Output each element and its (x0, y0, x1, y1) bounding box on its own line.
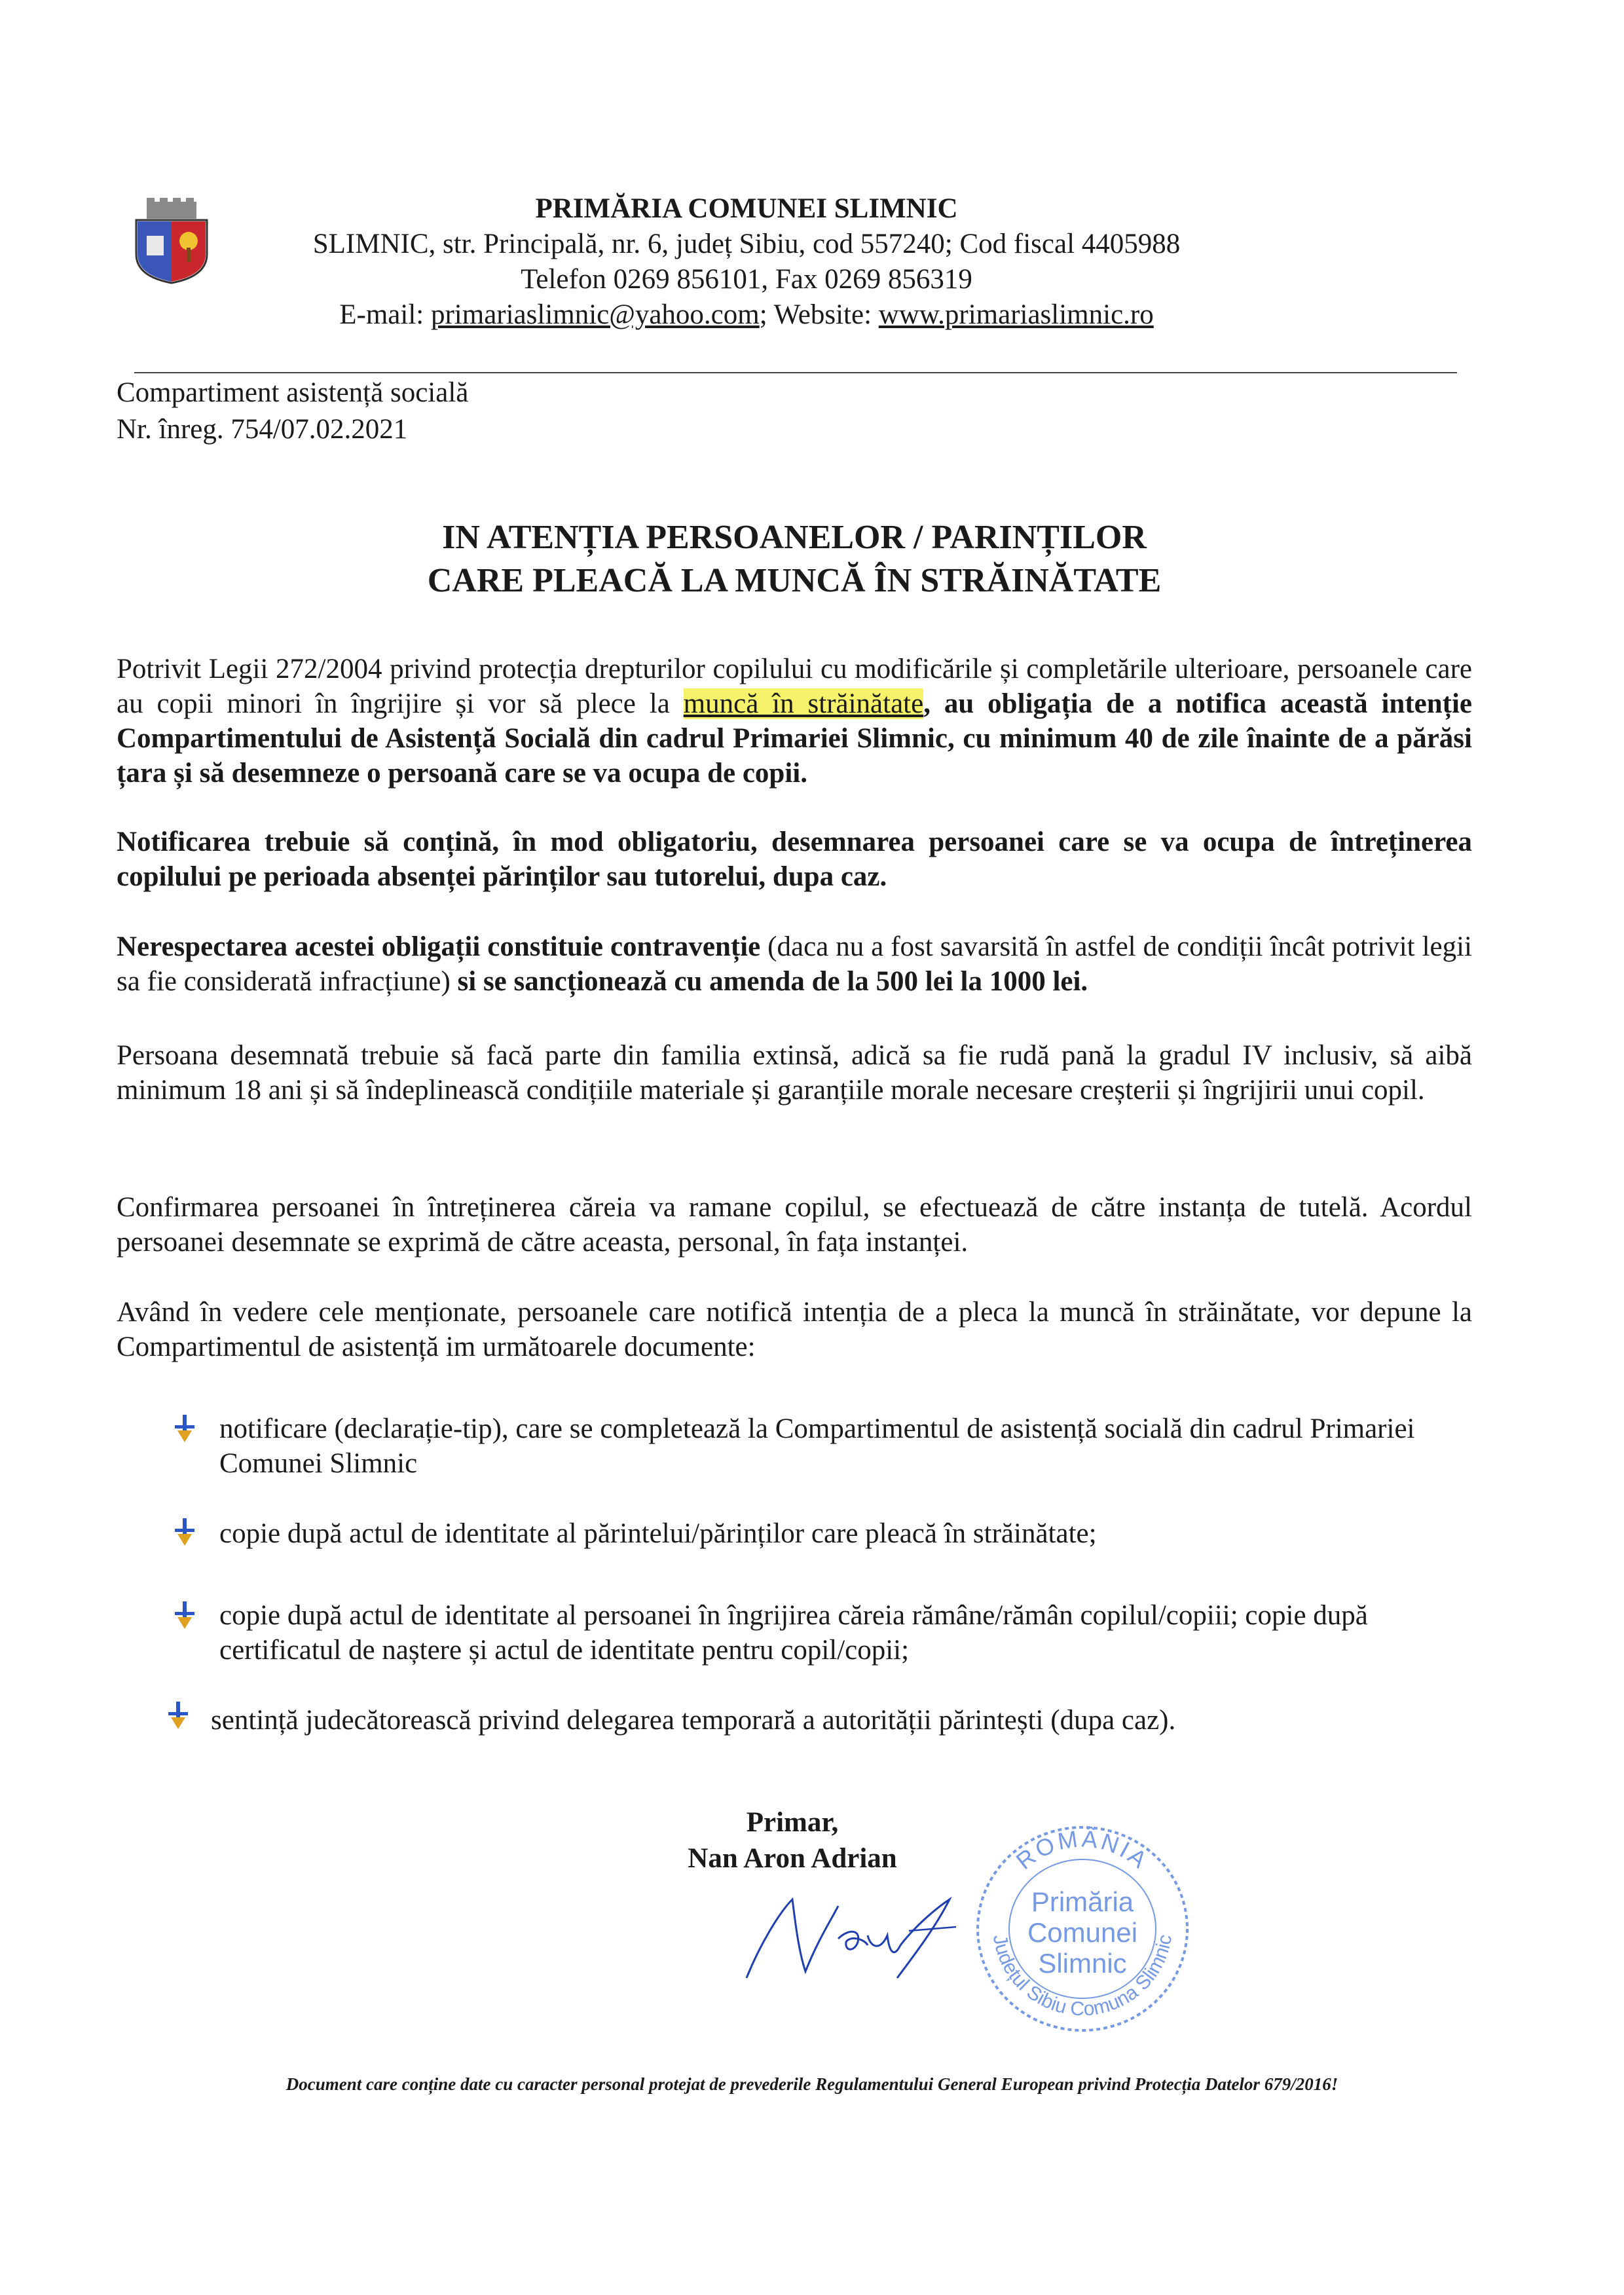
official-stamp (961, 1814, 1204, 2043)
coat-of-arms-logo (130, 195, 213, 286)
institution-name: PRIMĂRIA COMUNEI SLIMNIC (535, 193, 958, 224)
email-label: E-mail: (339, 299, 431, 330)
arrow-down-bullet-icon (174, 1415, 196, 1444)
p1-bold: , au obligația de a notifica această intenție Compartimentului de Asistență Socială din cadrul Primariei Slimnic, cu minimum 40 de zile înainte de a părăsi țara și să desemneze o persoană care se va ocupa de copii. (117, 688, 1472, 789)
arrow-down-bullet-icon (174, 1518, 196, 1547)
title-line-2: CARE PLEACĂ LA MUNCĂ ÎN STRĂINĂTATE (427, 562, 1162, 599)
paragraph-2: Notificarea trebuie să conțină, în mod obligatoriu, desemnarea persoanei care se va ocupa de întreținerea copilului pe perioada absenței părinților sau tutorelui, dupa caz. (117, 827, 1472, 892)
signatory-role: Primar, (746, 1807, 839, 1838)
p3-bold-end: si se sancționează cu amenda de la 500 lei la 1000 lei. (457, 966, 1088, 997)
stamp-ring-top: ROMÂNIA (1010, 1825, 1154, 1875)
arrow-down-bullet-icon (174, 1601, 196, 1630)
bullet-item: copie după actul de identitate al părintelui/părinților care pleacă în străinătate; (219, 1518, 1097, 1549)
contact-line (249, 297, 1244, 333)
letterhead (249, 191, 1244, 333)
signatory-name: Nan Aron Adrian (688, 1843, 897, 1874)
stamp-center-line-1: Primăria (1031, 1886, 1134, 1917)
svg-text:ROMÂNIA (1011, 1825, 1154, 1875)
email-link[interactable]: primariaslimnic@yahoo.com (430, 299, 760, 330)
website-label: ; Website: (759, 299, 879, 330)
paragraph-4: Persoana desemnată trebuie să facă parte din familia extinsă, adică sa fie rudă pană la gradul IV inclusiv, să aibă minimum 18 ani și să îndeplinească condițiile materiale și garanțiile morale necesare creșterii și îngrijirii unui copil. (117, 1040, 1472, 1106)
paragraph-3 (117, 929, 1472, 999)
bullet-item: notificare (declarație-tip), care se completează la Compartimentul de asistență socială din cadrul Primariei Comunei Slimnic (219, 1413, 1415, 1479)
document-title (117, 516, 1472, 603)
arrow-down-bullet-icon (167, 1702, 189, 1730)
p3-bold-start: Nerespectarea acestei obligații constituie contravenție (117, 931, 761, 962)
bullet-item: sentință judecătorească privind delegarea temporară a autorității părintești (dupa caz). (211, 1705, 1176, 1736)
p3-text: (daca nu a fost savarsită în astfel de condiții încât potrivit legii sa fie considerată infracțiune) (117, 931, 1472, 997)
website-link[interactable]: www.primariaslimnic.ro (878, 299, 1154, 330)
stamp-center-line-2: Comunei (1027, 1917, 1138, 1948)
title-line-1: IN ATENȚIA PERSOANELOR / PARINȚILOR (442, 519, 1147, 556)
header-divider (134, 372, 1457, 373)
registration-number: Nr. înreg. 754/07.02.2021 (117, 414, 408, 445)
handwritten-signature (733, 1873, 982, 1991)
phone-fax-line: Telefon 0269 856101, Fax 0269 856319 (521, 264, 972, 295)
department-name: Compartiment asistență socială (117, 377, 469, 408)
p1-highlight: muncă în străinătate (683, 688, 924, 719)
paragraph-5: Confirmarea persoanei în întreținerea căreia va ramane copilul, se efectuează de către instanța de tutelă. Acordul persoanei desemnate se exprimă de către aceasta, personal, în fața instanței. (117, 1192, 1472, 1258)
paragraph-1 (117, 652, 1472, 791)
address-line: SLIMNIC, str. Principală, nr. 6, județ Sibiu, cod 557240; Cod fiscal 4405988 (312, 229, 1181, 259)
signature-block (655, 1804, 930, 1876)
stamp-center-line-3: Slimnic (1038, 1948, 1127, 1979)
gdpr-footer-note: Document care conține date cu caracter personal protejat de prevederile Regulamentului General European privind Protecția Datelor 679/2016! (286, 2074, 1338, 2094)
paragraph-6: Având în vedere cele menționate, persoanele care notifică intenția de a pleca la muncă în străinătate, vor depune la Compartimentul de asistență im următoarele documente: (117, 1297, 1472, 1362)
registration-block (117, 375, 468, 448)
stamp-ring-bottom: Județul Sibiu Comuna Slimnic (988, 1933, 1177, 2021)
p1-text: Potrivit Legii 272/2004 privind protecția drepturilor copilului cu modificările și completările ulterioare, persoanele care au copii minori în îngrijire și vor să plece la (117, 654, 1472, 719)
bullet-item: copie după actul de identitate al persoanei în îngrijirea căreia rămâne/rămân copilul/copiii; copie după certificatul de naștere și actul de identitate pentru copil/copii; (219, 1600, 1368, 1666)
